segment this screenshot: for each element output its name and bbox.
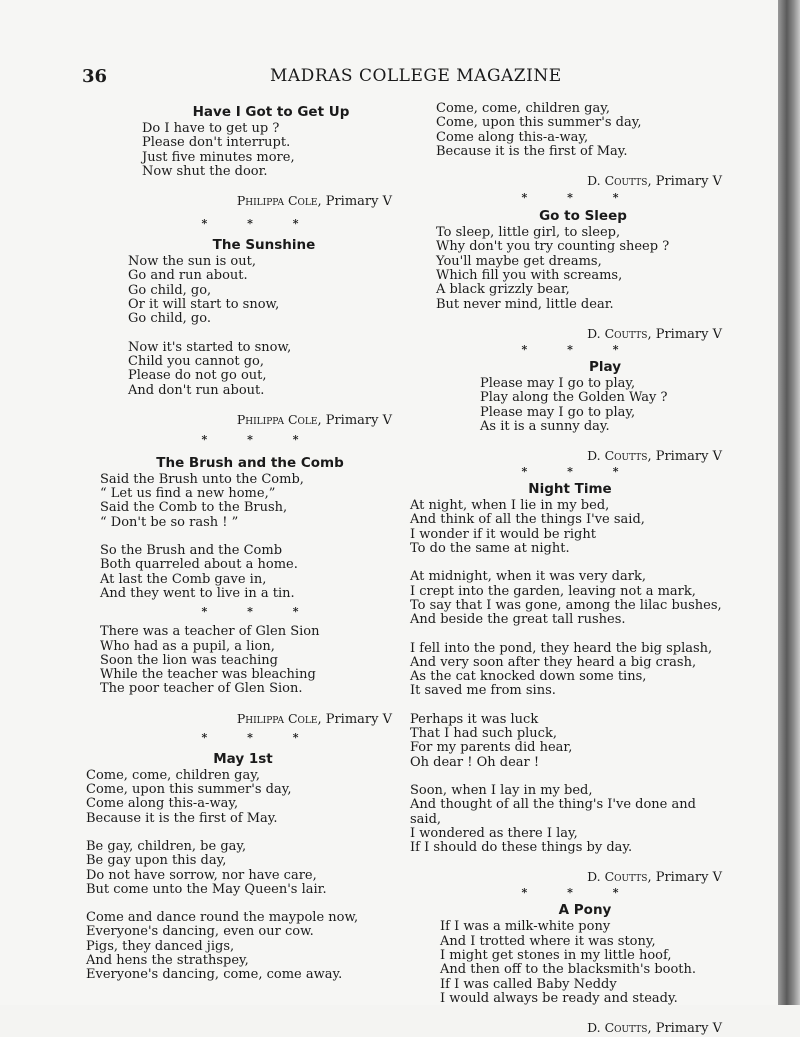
poem-line: Come, come, children gay, (436, 101, 610, 116)
poem-title: Go to Sleep (539, 208, 627, 225)
poem-line: Who had as a pupil, a lion, (100, 638, 275, 654)
separator-stars: * * * (521, 886, 637, 900)
poem-line: Play along the Golden Way ? (480, 390, 668, 406)
poem-title: The Brush and the Comb (156, 454, 344, 471)
stanza (410, 713, 730, 770)
author-name: Philippa Cole (236, 710, 318, 726)
poem-line: While the teacher was bleaching (100, 667, 316, 683)
stanza (128, 341, 400, 398)
separator-stars: * * * (201, 605, 317, 619)
poem (100, 453, 400, 601)
author-name: D. Coutts (587, 173, 648, 189)
poem-line: There was a teacher of Glen Sion (100, 624, 320, 640)
poem-line: Come along this-a-way, (436, 129, 589, 145)
stanza (410, 499, 730, 556)
stanza (142, 122, 400, 179)
poem-title: Have I Got to Get Up (192, 104, 350, 120)
poem-line: That I had such pluck, (410, 726, 557, 742)
stanza (436, 102, 730, 159)
poem-line: Child you cannot go, (128, 353, 265, 369)
poem-line: But never mind, little dear. (436, 296, 614, 312)
poem-line: Be gay upon this day, (86, 853, 227, 869)
separator-stars: * * * (521, 342, 637, 356)
separator-stars: * * * (521, 191, 637, 205)
poem-line: At last the Comb gave in, (100, 571, 267, 587)
poem-line: A black grizzly bear, (436, 282, 570, 298)
poem (410, 102, 730, 190)
poem-line: Everyone's dancing, even our cow. (86, 924, 314, 940)
poem-line: At midnight, when it was very dark, (410, 569, 646, 585)
author-name: Philippa Cole (236, 411, 318, 427)
stanza (86, 911, 400, 982)
poem-line: Both quarreled about a home. (100, 557, 298, 573)
poem-line: Go and run about. (128, 268, 248, 284)
poem-line: And I trotted where it was stony, (440, 933, 656, 949)
poem-line: Now shut the door. (142, 163, 268, 179)
author-class: , Primary V (317, 412, 392, 428)
poem-line: Soon, when I lay in my bed, (410, 782, 593, 798)
poem-line: Soon the lion was teaching (100, 652, 278, 668)
poem-line: Please may I go to play, (480, 404, 636, 420)
poem-line: It saved me from sins. (410, 683, 556, 699)
poem-line: Please do not go out, (128, 368, 267, 384)
poem-line: Come, upon this summer's day, (86, 782, 292, 798)
right-column (410, 102, 730, 1037)
poem-line: As the cat knocked down some tins, (410, 669, 647, 685)
author-class: , Primary V (647, 1021, 722, 1037)
poem-line: Or it will start to snow, (128, 297, 280, 313)
stanza (410, 784, 730, 855)
poem-author (436, 173, 730, 190)
poem (410, 479, 730, 886)
stanza (440, 920, 730, 1006)
poem-line: said, (410, 811, 442, 827)
poem-line: Oh dear ! Oh dear ! (410, 754, 540, 770)
poem-line: If I was called Baby Neddy (440, 976, 617, 992)
poem (100, 235, 400, 429)
poem-line: Come along this-a-way, (86, 796, 239, 812)
poem-line: And very soon after they heard a big crash, (410, 654, 697, 670)
poem-line: Come, come, children gay, (86, 767, 260, 783)
stanza (410, 642, 730, 699)
stanza (436, 226, 730, 312)
poem-line: “ Let us find a new home,” (100, 486, 276, 502)
poem-line: Now the sun is out, (128, 254, 256, 270)
poem-line: So the Brush and the Comb (100, 543, 283, 559)
poem-line: I would always be ready and steady. (440, 990, 678, 1006)
poem-line: And hens the strathspey, (86, 952, 249, 968)
left-column (86, 102, 400, 983)
poem-line: And then off to the blacksmith's booth. (440, 962, 697, 978)
stanza (128, 255, 400, 326)
poem-line: Do not have sorrow, nor have care, (86, 867, 317, 883)
poem-line: I wondered as there I lay, (410, 825, 578, 841)
poem-line: And don't run about. (128, 382, 265, 398)
author-name: Philippa Cole (236, 193, 318, 209)
poem-line: Because it is the first of May. (86, 810, 278, 826)
poem-line: Pigs, they danced jigs, (86, 938, 235, 954)
running-head: MADRAS COLLEGE MAGAZINE (270, 66, 562, 86)
stanza (480, 377, 730, 434)
poem-line: You'll maybe get dreams, (436, 253, 602, 269)
author-class: , Primary V (647, 174, 722, 190)
poem-line: Come and dance round the maypole now, (86, 910, 359, 926)
poem-line: To sleep, little girl, to sleep, (436, 225, 621, 241)
stanza (86, 769, 400, 826)
poem-line: Please may I go to play, (480, 375, 636, 391)
poem-author (142, 193, 400, 210)
poem-line: “ Don't be so rash ! ” (100, 514, 239, 530)
author-class: , Primary V (317, 194, 392, 210)
poem-line: I fell into the pond, they heard the big splash, (410, 640, 713, 656)
poem-line: Come, upon this summer's day, (436, 115, 642, 131)
stanza (100, 473, 400, 530)
poem-title: Play (588, 358, 622, 375)
poem-line: Just five minutes more, (142, 149, 295, 165)
poem-line: But come unto the May Queen's lair. (86, 881, 327, 897)
author-name: D. Coutts (587, 448, 648, 464)
poem (100, 625, 400, 727)
author-class: , Primary V (647, 449, 722, 465)
poem (410, 206, 730, 343)
poem-line: Which fill you with screams, (436, 268, 623, 284)
poem-line: And beside the great tall rushes. (410, 612, 626, 628)
poem-line: Said the Brush unto the Comb, (100, 471, 304, 487)
page-edge-shadow (778, 0, 800, 1005)
separator-stars: * * * (201, 730, 317, 744)
author-class: , Primary V (317, 711, 392, 727)
poem-line: Everyone's dancing, come, come away. (86, 967, 343, 983)
poem-line: Be gay, children, be gay, (86, 838, 247, 854)
separator-stars: * * * (201, 432, 317, 446)
poem-line: And thought of all the thing's I've done and (410, 797, 696, 813)
author-class: , Primary V (647, 870, 722, 886)
poem-line: And they went to live in a tin. (100, 585, 295, 601)
poem-line: Do I have to get up ? (142, 121, 280, 136)
poem-author (128, 412, 400, 429)
poem-line: I crept into the garden, leaving not a mark, (410, 583, 696, 599)
poem-title: May 1st (213, 750, 273, 767)
poem-author (440, 1020, 730, 1037)
poem-line: Because it is the first of May. (436, 143, 628, 159)
author-name: D. Coutts (587, 1020, 648, 1036)
poem-author (100, 711, 400, 728)
poem-line: At night, when I lie in my bed, (410, 498, 610, 514)
poem-line: To do the same at night. (410, 541, 570, 557)
poem-line: Go child, go, (128, 282, 212, 298)
poem-line: To say that I was gone, among the lilac bushes, (410, 597, 722, 613)
poem-line: Go child, go. (128, 311, 211, 327)
separator-stars: * * * (201, 217, 317, 231)
poem-line: Said the Comb to the Brush, (100, 500, 288, 516)
poem (86, 749, 400, 983)
poem (100, 102, 400, 210)
poem (410, 900, 730, 1037)
poem-line: And think of all the things I've said, (410, 512, 645, 528)
stanza (100, 544, 400, 601)
poem-line: Now it's started to snow, (128, 339, 292, 355)
poem-author (410, 869, 730, 886)
page-number: 36 (82, 66, 108, 87)
poem-line: The poor teacher of Glen Sion. (100, 681, 303, 697)
poem-line: Why don't you try counting sheep ? (436, 239, 670, 255)
author-name: D. Coutts (587, 325, 648, 341)
poem-line: Perhaps it was luck (410, 711, 539, 727)
stanza (86, 840, 400, 897)
poem-line: Please don't interrupt. (142, 135, 291, 151)
poem-title: The Sunshine (212, 237, 316, 254)
poem-line: For my parents did hear, (410, 740, 573, 756)
poem (410, 357, 730, 465)
poem-author (480, 448, 730, 465)
poem-title: A Pony (558, 902, 612, 919)
author-name: D. Coutts (587, 869, 648, 885)
poem-line: If I should do these things by day. (410, 840, 633, 856)
poem-line: As it is a sunny day. (480, 418, 610, 434)
poem-author (436, 326, 730, 343)
poem-line: I wonder if it would be right (410, 526, 596, 542)
stanza (100, 625, 400, 696)
stanza (410, 570, 730, 627)
poem-line: I might get stones in my little hoof, (440, 947, 672, 963)
author-class: , Primary V (647, 326, 722, 342)
separator-stars: * * * (521, 465, 637, 479)
poem-title: Night Time (528, 481, 612, 498)
poem-line: If I was a milk-white pony (440, 919, 611, 935)
